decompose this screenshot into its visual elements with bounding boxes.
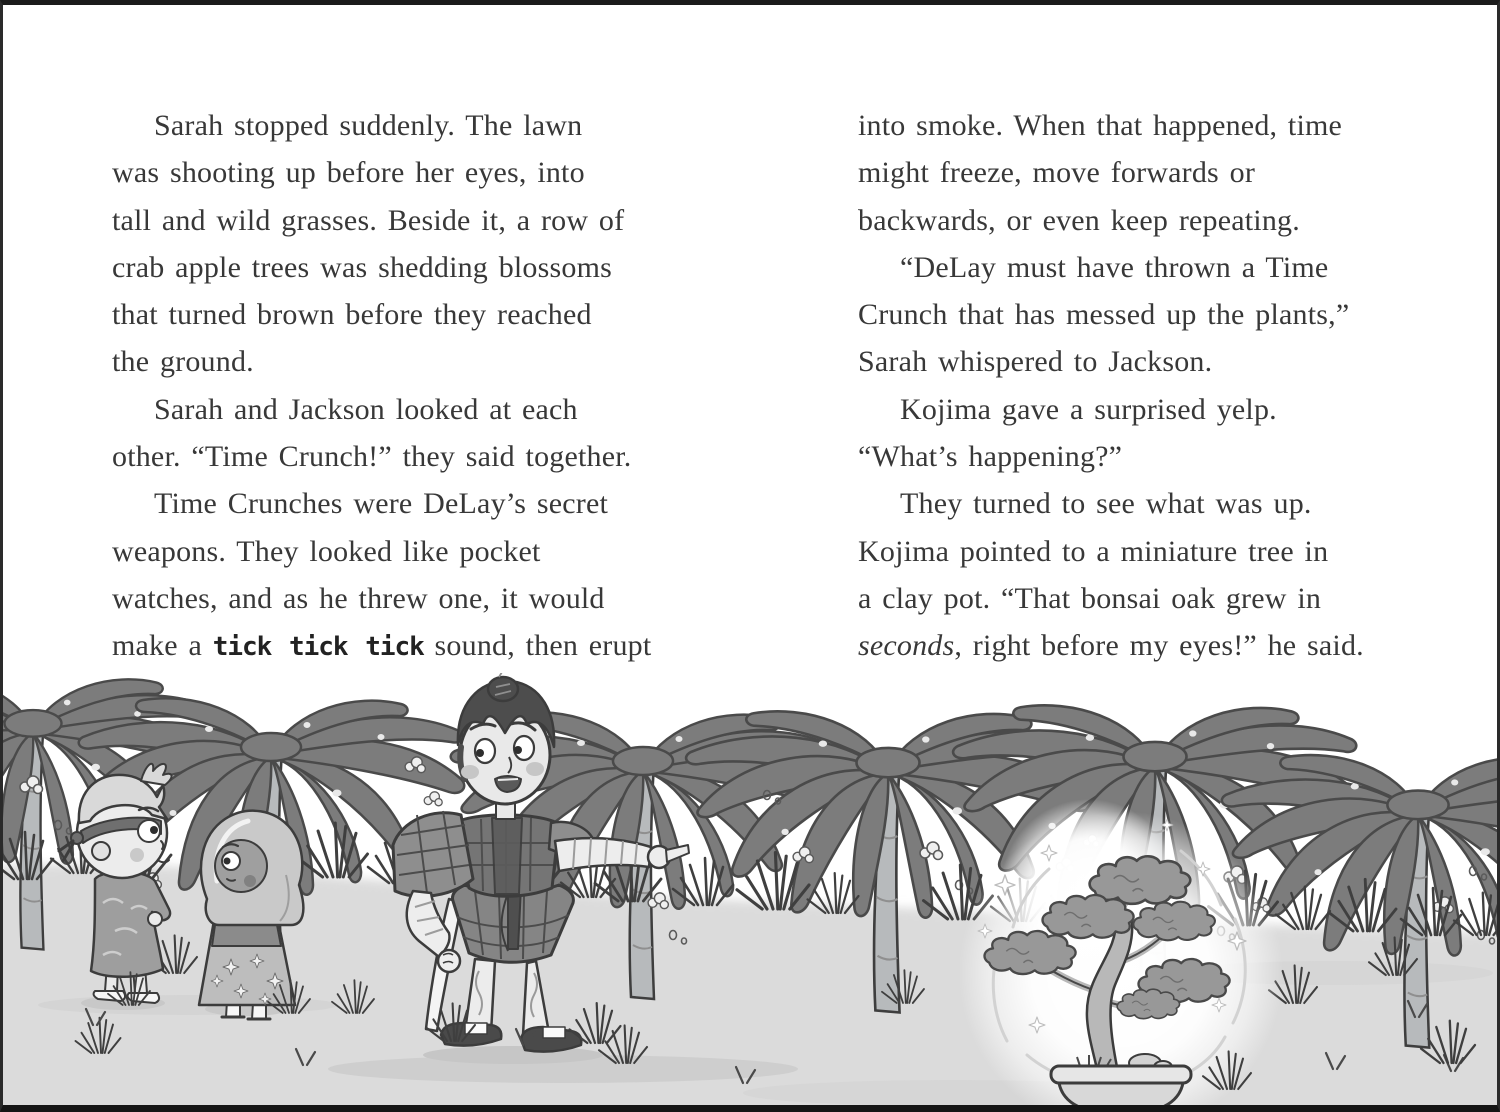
text-segment: might freeze, move forwards or — [858, 156, 1256, 190]
text-line — [112, 149, 702, 196]
text-segment: a clay pot. “That bonsai oak grew in — [858, 581, 1322, 615]
text-line — [858, 480, 1458, 527]
text-segment: the ground. — [112, 345, 254, 379]
text-line — [858, 149, 1458, 196]
text-line — [858, 338, 1458, 385]
topknot — [488, 677, 518, 701]
text-line — [858, 433, 1458, 480]
text-line — [112, 291, 702, 338]
text-line — [112, 197, 702, 244]
text-segment: tick tick tick — [212, 632, 424, 663]
text-line — [858, 386, 1458, 433]
text-line — [112, 386, 702, 433]
left-page-text — [112, 102, 702, 670]
text-line — [112, 244, 702, 291]
character-sarah — [199, 811, 303, 1019]
text-segment: make a — [112, 629, 213, 663]
text-segment: , right before my eyes!” he said. — [954, 629, 1364, 663]
text-segment: weapons. They looked like pocket — [112, 534, 541, 568]
text-line — [112, 433, 702, 480]
text-line — [112, 575, 702, 622]
text-line — [858, 291, 1458, 338]
text-segment: Sarah stopped suddenly. The lawn — [154, 109, 583, 142]
text-line — [858, 622, 1458, 669]
text-segment: other. “Time Crunch!” they said together. — [112, 440, 632, 474]
text-segment: Kojima gave a surprised yelp. — [900, 392, 1277, 426]
text-line — [112, 480, 702, 527]
text-line — [858, 575, 1458, 622]
text-line — [858, 528, 1458, 575]
text-segment: Time Crunches were DeLay’s secret — [154, 487, 609, 521]
text-segment: Sarah whispered to Jackson. — [858, 345, 1213, 379]
text-segment: Kojima pointed to a miniature tree in — [858, 534, 1329, 568]
text-line — [858, 102, 1458, 149]
text-segment: tall and wild grasses. Beside it, a row of — [112, 203, 625, 237]
text-segment: into smoke. When that happened, time — [858, 109, 1343, 142]
text-line — [112, 528, 702, 575]
text-line — [112, 622, 702, 669]
text-line — [112, 338, 702, 385]
text-segment: Crunch that has messed up the plants,” — [858, 298, 1350, 332]
text-segment: crab apple trees was shedding blossoms — [112, 250, 612, 284]
text-segment: was shooting up before her eyes, into — [112, 156, 585, 190]
illustration — [3, 673, 1497, 1105]
text-segment: “What’s happening?” — [858, 440, 1123, 474]
text-line — [858, 244, 1458, 291]
text-segment: seconds — [858, 629, 955, 663]
right-page-text — [858, 102, 1458, 670]
clay-pot — [1051, 1066, 1191, 1083]
text-segment: They turned to see what was up. — [900, 487, 1312, 521]
text-segment: Sarah and Jackson looked at each — [154, 392, 578, 426]
text-segment: “DeLay must have thrown a Time — [900, 250, 1329, 284]
text-line — [858, 197, 1458, 244]
text-segment: sound, then erupt — [423, 629, 652, 663]
text-line — [112, 102, 702, 149]
text-segment: backwards, or even keep repeating. — [858, 203, 1300, 237]
text-segment: that turned brown before they reached — [112, 298, 592, 332]
text-segment: watches, and as he threw one, it would — [112, 581, 605, 615]
